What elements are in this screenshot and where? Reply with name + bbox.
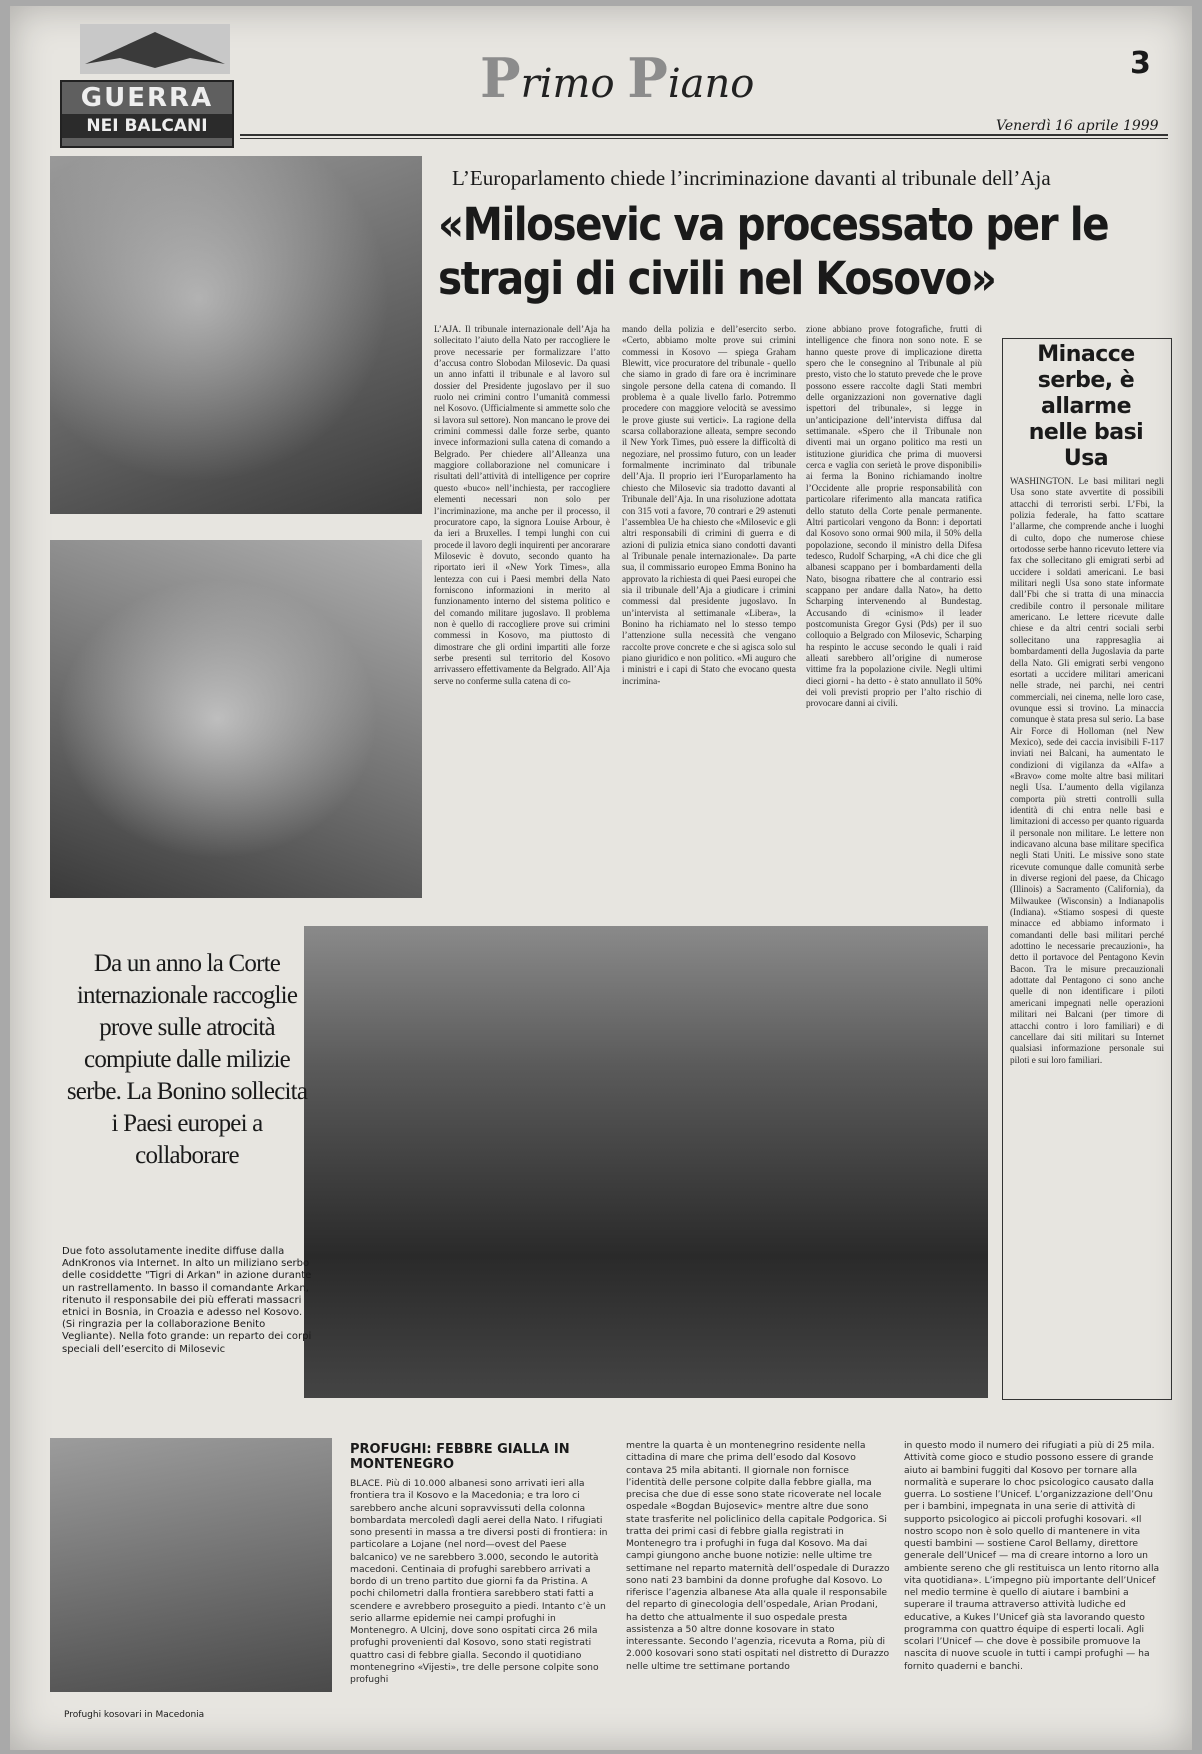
article-column-2: mando della polizia e dell’esercito serbo. «Certo, abbiamo molte prove sui crimini commessi in Kosovo — spiega Graham Blewitt, vice procuratore del tribunale - quello che siamo in grado di fare ora è incriminare singole persone della catena di comando. Il problema è a quale livello farlo. Potremmo procedere con maggiore velocità se avessimo le prove giuste sui vertici». La ragione della scarsa collaborazione alleata, sempre secondo il New York Times, può essere la difficoltà di negoziare, nel prossimo futuro, con un leader formalmente incriminato dal tribunale dell’Aja. Il proprio ieri l’Europarlamento ha chiesto che Milosevic sia tradotto davanti al Tribunale dell’Aja. In una risoluzione adottata con 315 voti a favore, 70 contrari e 29 astenuti l’assemblea Ue ha chiesto che «Milosevic e gli altri responsabili di crimini di guerra e di azioni di pulizia etnica siano condotti davanti al Tribunale penale internazionale». Da parte sua, il commissario europeo Emma Bonino ha approvato la richiesta di quei Paesi europei che sia il tribunale dell’Aja a giudicare i crimini commessi dal presidente jugoslavo. In un’intervista al settimanale «Libera», la Bonino ha richiamato nel lo stesso tempo l’attenzione sulla necessità che vengano raccolte prove concrete e che si agisca solo sul piano giuridico e non politico. «Mi auguro che i ministri e i capi di Stato che evocano questa incrimina- xyxy=(622,324,796,686)
logo-line-1: GUERRA xyxy=(80,83,214,113)
article-headline: «Milosevic va processato per le stragi di civili nel Kosovo» xyxy=(438,198,1109,305)
newspaper-page xyxy=(10,6,1192,1750)
article-kicker: L’Europarlamento chiede l’incriminazione davanti al tribunale dell’Aja xyxy=(452,166,1051,190)
refugees-column-1: BLACE. Più di 10.000 albanesi sono arrivati ieri alla frontiera tra il Kosovo e la Macedonia; e tra loro ci sarebbero anche alcuni sopravvissuti della colonna bombardata mercoledì dagli aerei della Nato. I rifugiati sono presenti in massa a tre diversi posti di frontiera: in particolare a Lojane (nel nord—ovest del Paese balcanico) ve ne sarebbero 3.000, secondo le autorità macedoni. Centinaia di profughi sarebbero arrivati a bordo di un treno partito due giorni fa da Pristina. A pochi chilometri dalla frontiera sarebbero stati fatti a scendere e avrebbero proseguito a piedi. Intanto c’è un serio allarme epidemie nei campi profughi in Montenegro. A Ulcinj, dove sono ospitati circa 26 mila profughi provenienti dal Kosovo, sono stati registrati quattro casi di febbre gialla. Secondo il quotidiano montenegrino «Vijesti», tre delle persone colpite sono profughi xyxy=(350,1478,608,1685)
sidebar-title: Minacce serbe, è allarme nelle basi Usa xyxy=(1028,342,1144,471)
militia-photo xyxy=(50,156,422,514)
section-logo xyxy=(60,80,234,148)
refugees-photo-caption: Profughi kosovari in Macedonia xyxy=(64,1710,205,1720)
photo-caption: Due foto assolutamente inedite diffuse dalla AdnKronos via Internet. In alto un miliziano serbo delle cosiddette "Tigri di Arkan" in azione durante un rastrellamento. In basso il comandante Arkan, ritenuto il responsabile dei più efferati massacri etnici in Bosnia, in Croazia e adesso nel Kosovo. (Si ringrazia per la collaborazione Benito Vegliante). Nella foto grande: un reparto dei corpi speciali dell’esercito di Milosevic xyxy=(62,1246,312,1355)
arkan-photo xyxy=(50,540,422,898)
refugees-column-2: mentre la quarta è un montenegrino residente nella cittadina di mare che prima dell’esodo dal Kosovo contava 25 mila abitanti. Il giornale non fornisce l’identità delle persone colpite dalla febbre gialla, ma precisa che due di esse sono state ricoverate nel locale ospedale «Bogdan Bujosevic» mentre altre due sono state trasferite nel policlinico della capitale Podgorica. Si tratta dei primi casi di febbre gialla registrati in Montenegro tra i profughi in fuga dal Kosovo. Ma dai campi giungono anche buone notizie: nelle ultime tre settimane nel reparto maternità dell’ospedale di Durazzo sono nati 23 bambini da donne profughe dal Kosovo. Lo riferisce l’agenzia albanese Ata alla quale il responsabile del reparto di ginecologia dell’ospedale, Arian Prodani, ha detto che attualmente il suo ospedale presta assistenza a 50 altre donne kosovare in stato interessante. Secondo l’agenzia, ricevuta a Roma, più di 2.000 kosovari sono stati ospitati nel distretto di Durazzo nelle ultime tre settimane portando xyxy=(626,1440,890,1672)
refugees-column-3: in questo modo il numero dei rifugiati a più di 25 mila. Attività come gioco e studio possono essere di grande aiuto ai bambini fuggiti dal Kosovo per tornare alla normalità e superare lo choc psicologico causato dalla guerra. Lo sostiene l’Unicef. L’organizzazione dell’Onu per i bambini, impegnata in una serie di attività di supporto psicologico ai piccoli profughi kosovari. «Il nostro scopo non è solo quello di mantenere in vita questi bambini — sostiene Carol Bellamy, direttore generale dell’Unicef — ma di creare intorno a loro un ambiente sereno che gli restituisca un lento ritorno alla vita quotidiana». L’impegno più importante dell’Unicef nel medio termine è quello di aiutare i bambini a superare il trauma attraverso attività ludiche ed educative, a Kukes l’Unicef già sta lavorando questo programma con quattro équipe di esperti locali. Agli scolari l’Unicef — che dove è possibile promuove la nascita di nuove scuole in tutti i campi profughi — ha fornito quaderni e banchi. xyxy=(904,1440,1160,1672)
article-column-3: zione abbiano prove fotografiche, frutti di intelligence che finora non sono note. E se hanno queste prove di implicazione diretta spero che le consegnino al Tribunale al più presto, visto che lo statuto prevede che le prove possono essere raccolte dagli Stati membri delle organizzazioni non governative dagli ispettori del tribunale», si legge in un’anticipazione dell’intervista diffusa dal settimanale. «Spero che il Tribunale non diventi mai un organo politico ma resti un istituzione giuridica che prima di muoversi cerca e vaglia con serietà le prove disponibili» ai ferma la Bonino richiamando inoltre l’Occidente alle proprie responsabilità con particolare riferimento alla mancata ratifica dello statuto della Corte penale permanente. Altri particolari vengono da Bonn: i deportati dal Kosovo sono ormai 900 mila, il 50% della popolazione, secondo il ministro della Difesa tedesco, Rudolf Scharping, «A chi dice che gli albanesi scappano per i bombardamenti della Nato, bisogna ribattere che al contrario essi scappano per andare dalla Nato», ha detto Scharping intervenendo al Bundestag. Accusando di «cinismo» il leader postcomunista Gregor Gysi (Pds) per il suo colloquio a Belgrado con Milosevic, Scharping ha respinto le accuse secondo le quali i raid alleati sarebbero all’origine di numerose vittime fra la popolazione civile. Negli ultimi dieci giorni - ha detto - è stato annullato il 50% dei voli previsti proprio per l’alto rischio di provocare danni ai civili. xyxy=(806,324,982,709)
header-rule xyxy=(240,138,1168,139)
sidebar-text: WASHINGTON. Le basi militari negli Usa sono state avvertite di possibili attacchi di terroristi serbi. L’Fbi, la polizia federale, ha fatto scattare l’allarme, che comprende anche i luoghi di culto, dopo che numerose chiese ortodosse serbe hanno ricevuto lettere via fax che sollecitano gli emigrati serbi ad uccidere i soldati americani. Le basi militari negli Usa sono state informate dall’Fbi che si tratta di una minaccia credibile contro il personale militare americano. Le lettere ricevute dalle chiese e da altri centri sociali serbi sollecitano una rappresaglia ai bombardamenti della Jugoslavia da parte della Nato. Gli emigrati serbi vengono esortati a uccidere militari americani nelle strade, nei parchi, nei centri commerciali, nei cinema, nelle loro case, ovunque essi si trovino. La minaccia comunque è stata presa sul serio. La base Air Force di Holloman (nel New Mexico), sede dei caccia invisibili F-117 inviati nei Balcani, ha aumentato le condizioni di vigilanza da «Alfa» a «Bravo» come molte altre basi militari negli Usa. L’aumento della vigilanza comporta più stretti controlli sulla identità di chi entra nelle basi e limitazioni di accesso per quanto riguarda il personale non militare. Le lettere non indicavano alcuna base militare specifica negli Stati Uniti. Le missive sono state ricevute comunque dalle comunità serbe in diverse regioni del paese, da Chicago (Illinois) a Sacramento (California), da Milwaukee (Wisconsin) a Indianapolis (Indiana). «Stiamo sospesi di queste minacce ed abbiamo informato i comandanti delle basi militari perché adottino le necessarie precauzioni», ha detto il portavoce del Pentagono Kevin Bacon. Tra le misure precauzionali adottate dal Pentagono ci sono anche quelle di non identificare i piloti americani impegnati nelle operazioni militari nei Balcani (per timore di attacchi contro i loro familiari) e di cancellare dai siti militari su Internet qualsiasi informazione personale sui piloti e sui loro familiari. xyxy=(1010,476,1164,1065)
logo-line-2: NEI BALCANI xyxy=(62,114,232,138)
refugees-photo xyxy=(50,1438,332,1692)
refugees-title: PROFUGHI: FEBBRE GIALLA IN MONTENEGRO xyxy=(350,1442,570,1472)
section-title: Primo Piano xyxy=(480,46,755,110)
dateline: Venerdì 16 aprile 1999 xyxy=(996,118,1159,134)
bomber-plane-icon xyxy=(80,24,230,74)
page-number: 3 xyxy=(1130,46,1151,81)
special-forces-photo xyxy=(304,926,988,1398)
article-column-1: L’AJA. Il tribunale internazionale dell’Aja ha sollecitato l’aiuto della Nato per raccogliere le prove necessarie per formalizzare l’atto d’accusa contro Slobodan Milosevic. Da quasi un anno infatti il tribunale e al lavoro sul dossier del Presidente jugoslavo per il suo ruolo nei crimini contro l’umanità commessi nel Kosovo. (Ufficialmente si ammette solo che si lavora sul settore). Non mancano le prove dei crimini commessi dalle forze serbe, quanto invece informazioni sulla catena di comando a Belgrado. Per chiedere all’Alleanza una maggiore collaborazione nel comunicare i risultati dell’attività di intelligence per coprire questo «buco» nell’inchiesta, per raccogliere elementi necessari non solo per l’incriminazione, ma anche per il processo, il procuratore capo, la signora Louise Arbour, è da ieri a Bruxelles. I tempi lunghi con cui procede il lavoro degli inquirenti per ancorarare Milosevic è dovuto, secondo quanto ha riportato ieri il «New York Times», alla lentezza con cui i Paesi membri della Nato forniscono informazioni in merito al funzionamento interno del sistema politico e del comando militare jugoslavo. Il problema non è quello di raccogliere prove sui crimini commessi in Kosovo, ma piuttosto di dimostrare che gli ordini impartiti alle forze serbe presenti sul territorio del Kosovo arrivassero effettivamente da Belgrado. All’Aja serve no conferme sulla catena di co- xyxy=(434,324,610,686)
pull-quote: Da un anno la Corte internazionale raccoglie prove sulle atrocità compiute dalle milizie serbe. La Bonino sollecita i Paesi europei a collaborare xyxy=(66,950,308,1169)
header-rule xyxy=(240,134,1168,136)
